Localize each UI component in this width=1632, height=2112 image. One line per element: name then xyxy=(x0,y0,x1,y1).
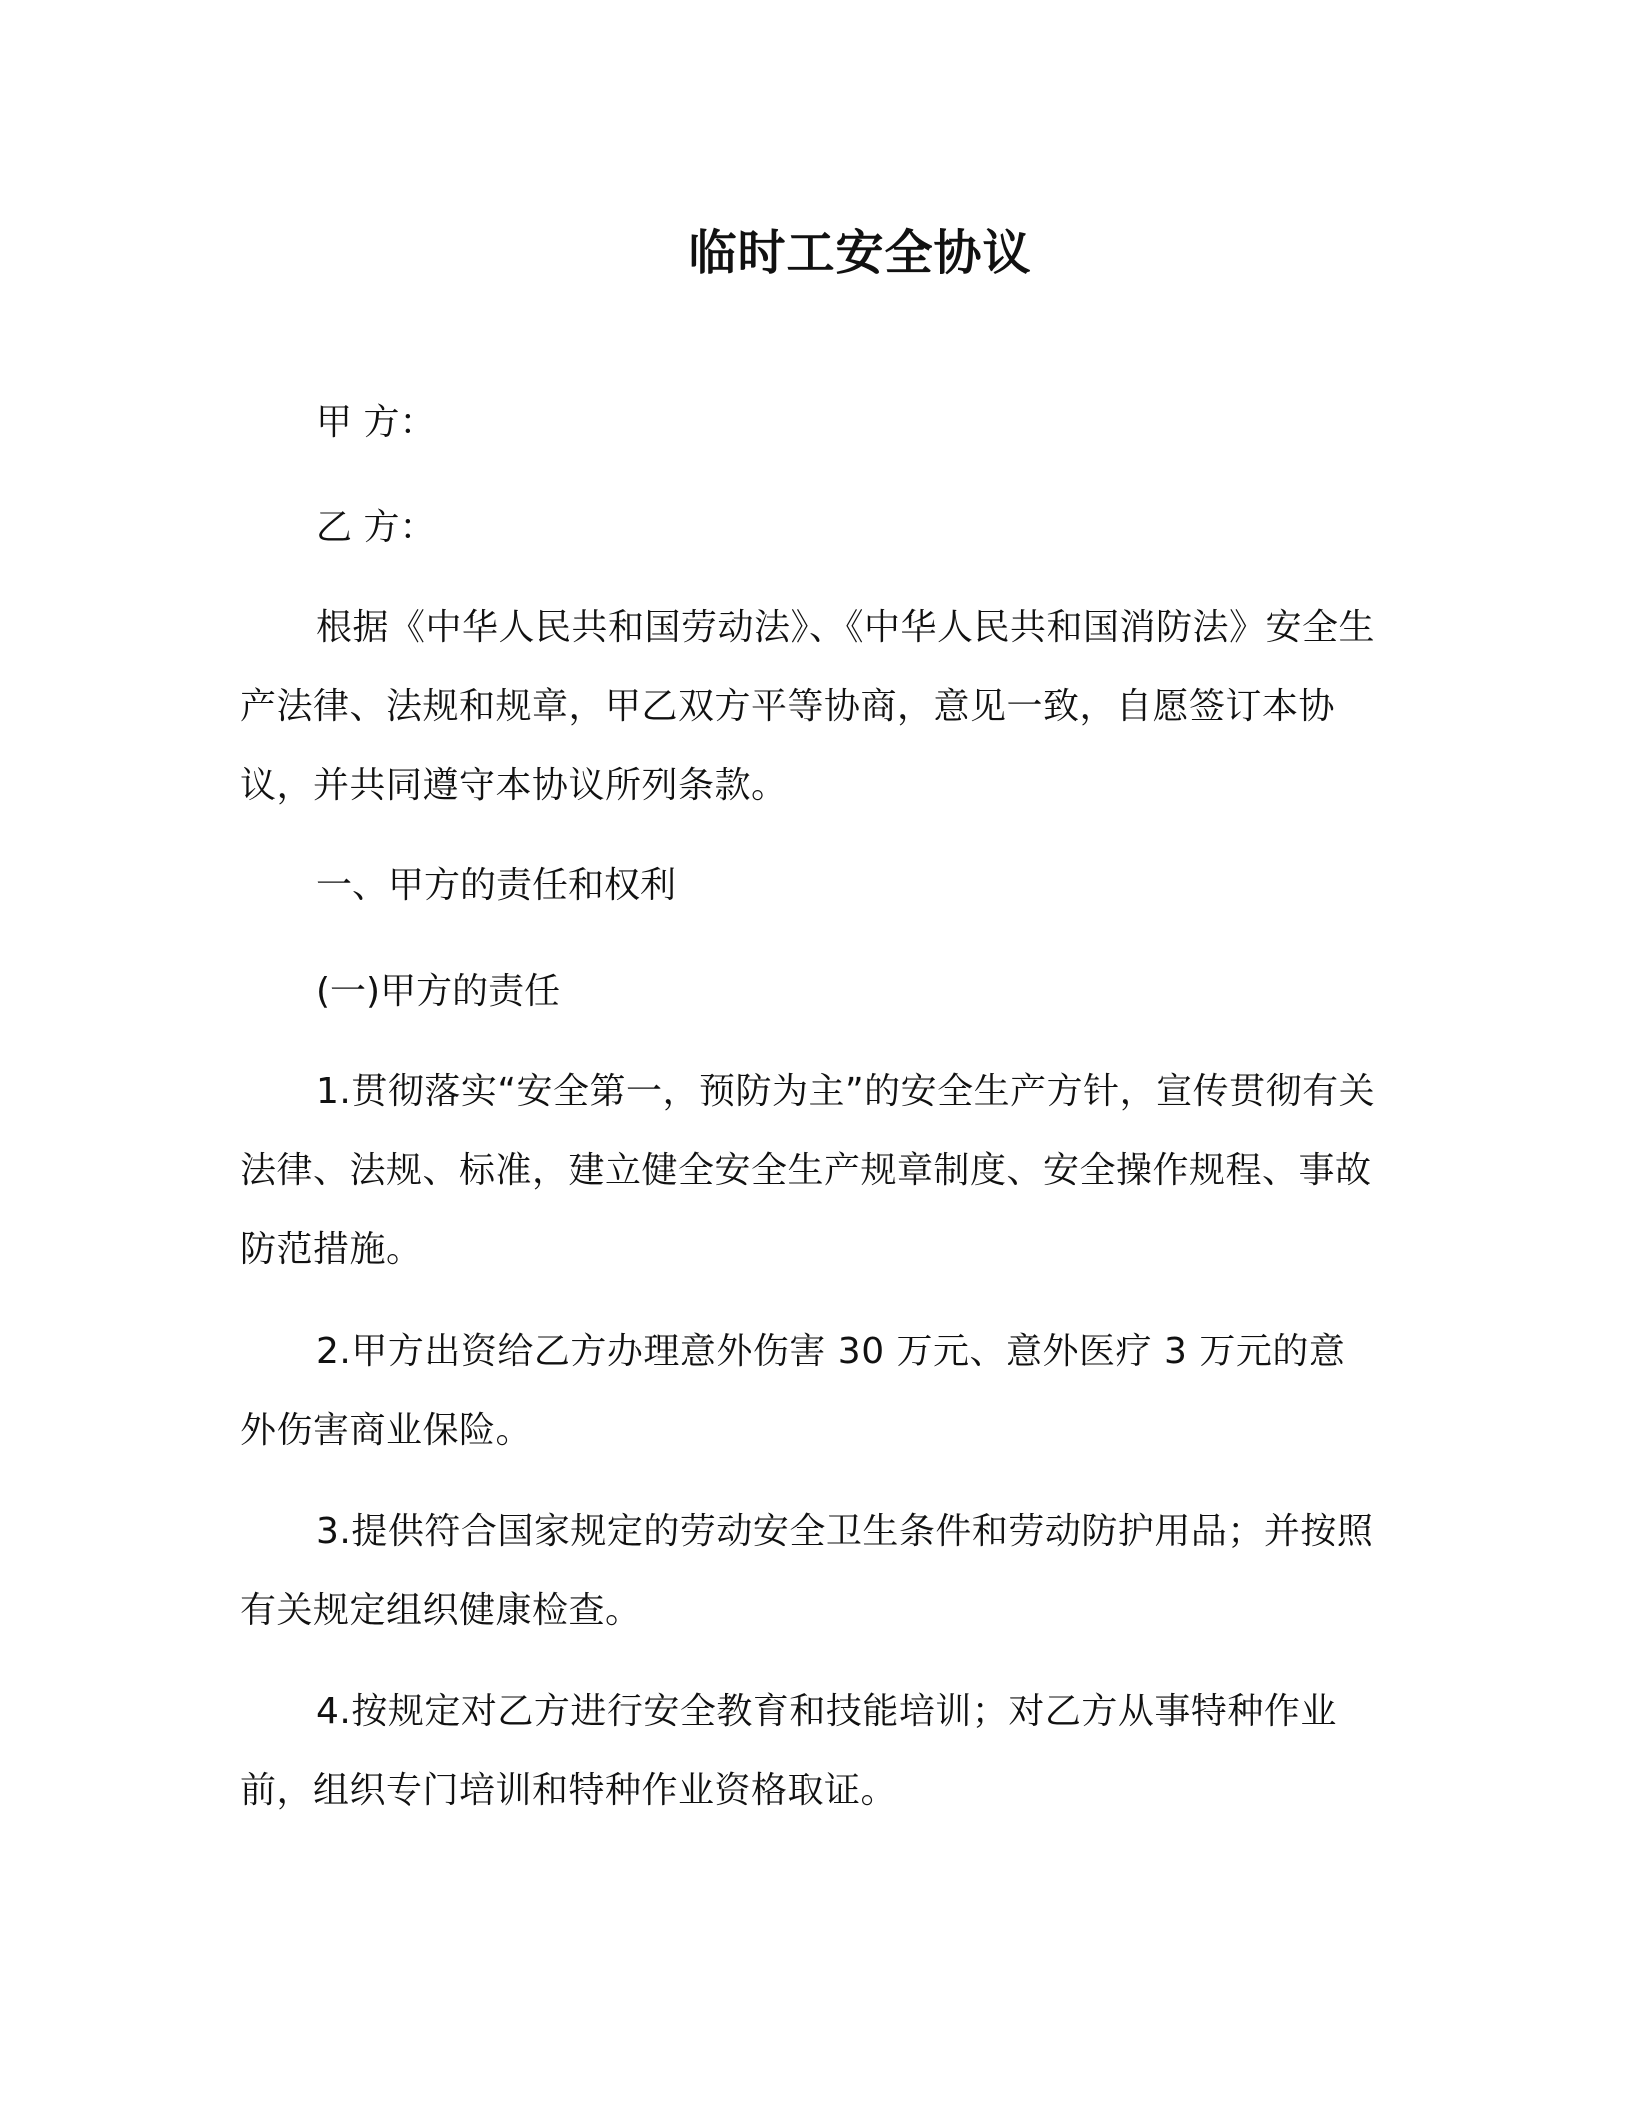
party-b-label: 乙 方： xyxy=(316,507,436,548)
clause-item: 4.按规定对乙方进行安全教育和技能培训；对乙方从事特种作业前，组织专门培训和特种作业资格取证。 xyxy=(240,1691,1337,1811)
section-heading: 一、甲方的责任和权利 xyxy=(316,865,677,906)
intro-paragraph: 根据《中华人民共和国劳动法》、《中华人民共和国消防法》安全生产法律、法规和规章，甲乙双方平等协商，意见一致，自愿签订本协议，并共同遵守本协议所列条款。 xyxy=(240,607,1376,806)
clause-item: 2.甲方出资给乙方办理意外伤害 30 万元、意外医疗 3 万元的意外伤害商业保险。 xyxy=(240,1331,1346,1451)
subsection-heading: (一)甲方的责任 xyxy=(316,971,561,1012)
party-a-label: 甲 方： xyxy=(316,402,436,443)
clause-item: 3.提供符合国家规定的劳动安全卫生条件和劳动防护用品；并按照有关规定组织健康检查。 xyxy=(240,1511,1374,1631)
clause-item: 1.贯彻落实“安全第一，预防为主”的安全生产方针，宣传贯彻有关法律、法规、标准，建立健全安全生产规章制度、安全操作规程、事故防范措施。 xyxy=(240,1071,1376,1270)
document-title: 临时工安全协议 xyxy=(688,225,1032,281)
